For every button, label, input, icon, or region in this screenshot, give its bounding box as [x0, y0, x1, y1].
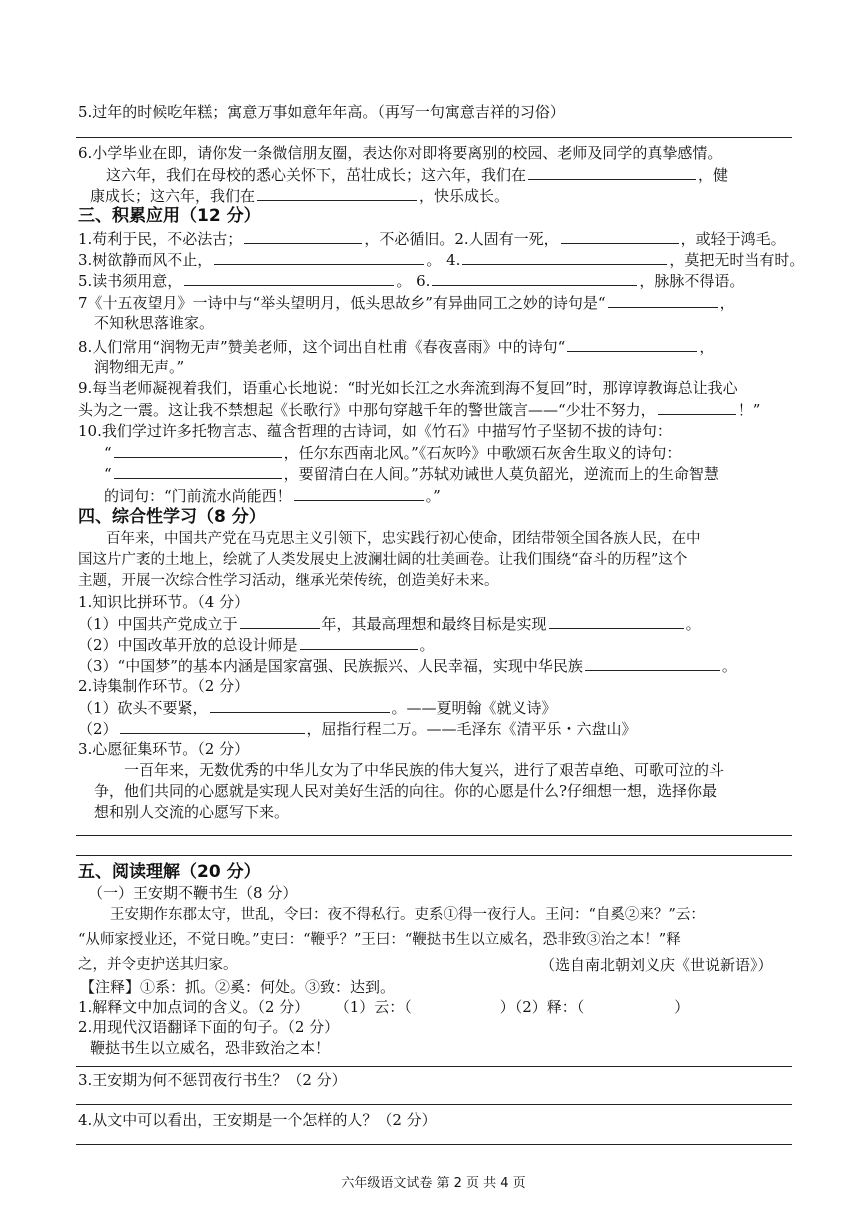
s3-line10: 10.我们学过许多托物言志、蕴含哲理的古诗词，如《竹石》中描写竹子坚韧不拔的诗句：	[78, 422, 672, 440]
answer-blank[interactable]	[658, 399, 736, 415]
answer-blank[interactable]	[294, 485, 424, 501]
s4-q1-item3: （3）“中国梦”的基本内涵是国家富强、民族振兴、人民幸福，实现中华民族 。	[78, 657, 737, 675]
s5-question-1: 1.解释文中加点词的含义。（2 分） （1）云：（ ）（2）释：（ ）	[78, 998, 690, 1016]
s3-line13: 的词句：“门前流水尚能西！ 。”	[104, 487, 441, 505]
s5-source: （选自南北朝刘义庆《世说新语》）	[540, 956, 773, 974]
s5-question-3: 3.王安期为何不惩罚夜行书生？（2 分）	[78, 1071, 347, 1089]
s4-question-2: 2.诗集制作环节。（2 分）	[78, 677, 250, 695]
s4-q3-para-3: 想和别人交流的心愿写下来。	[94, 803, 290, 821]
s4-q3-para-1: 一百年来，无数优秀的中华儿女为了中华民族的伟大复兴，进行了艰苦卓绝、可歌可泣的斗	[124, 761, 725, 779]
answer-blank[interactable]	[214, 249, 424, 265]
s4-q1-item1: （1）中国共产党成立于 年，其最高理想和最终目标是实现 。	[78, 615, 701, 633]
s5-text-3: 之，并令吏护送其归家。	[78, 957, 238, 973]
answer-blank[interactable]	[561, 228, 679, 244]
answer-blank[interactable]	[244, 228, 362, 244]
s3-line3: 5.读书须用意， 。 6. ，脉脉不得语。	[78, 272, 745, 290]
s4-question-3: 3.心愿征集环节。（2 分）	[78, 740, 250, 758]
s3-line1: 1.苟利于民，不必法古； ，不必循旧。2.人固有一死， ，或轻于鸿毛。	[78, 230, 786, 248]
answer-blank[interactable]	[549, 613, 684, 629]
answer-line	[76, 137, 792, 138]
answer-blank[interactable]	[300, 634, 418, 650]
answer-blank[interactable]	[114, 463, 282, 479]
s5-subtitle: （一）王安期不鞭书生（8 分）	[88, 884, 298, 902]
question-6: 6.小学毕业在即，请你发一条微信朋友圈，表达你对即将要离别的校园、老师及同学的真挚感情。	[78, 144, 723, 162]
s5-text-1: 王安期作东郡太守，世乱，令曰：夜不得私行。吏系①得一夜行人。王问：“自奚②来？”云：	[110, 907, 705, 923]
s4-q2-item1: （1）砍头不要紧， 。——夏明翰《就义诗》	[78, 699, 557, 717]
s4-paragraph-3: 主题，开展一次综合性学习活动，继承光荣传统，创造美好未来。	[78, 573, 499, 589]
s3-line11: “ ，任尔东西南北风。”《石灰吟》中歌颂石灰舍生取义的诗句：	[104, 444, 682, 462]
s4-question-1: 1.知识比拼环节。（4 分）	[78, 593, 250, 611]
answer-line[interactable]	[76, 835, 792, 836]
s3-line9: 头为之一震。这让我不禁想起《长歌行》中那句穿越千年的警世箴言——“少壮不努力， ！”	[78, 401, 761, 419]
s3-line12: “ ，要留清白在人间。”苏轼劝诫世人莫负韶光，逆流而上的生命智慧	[104, 465, 719, 483]
page-footer: 六年级语文试卷 第 2 页 共 4 页	[341, 1176, 526, 1191]
answer-blank[interactable]	[210, 697, 390, 713]
s4-q3-para-2: 争，他们共同的心愿就是实现人民对美好生活的向往。你的心愿是什么?仔细想一想，选择你最	[94, 782, 718, 800]
answer-blank[interactable]	[585, 655, 720, 671]
answer-line[interactable]	[76, 1104, 792, 1105]
s3-line6: 8.人们常用“润物无声”赞美老师，这个词出自杜甫《春夜喜雨》中的诗句“ ，	[78, 338, 715, 356]
question-6-line2: 康成长；这六年，我们在 ，快乐成长。	[90, 187, 510, 205]
question-6-line1: 这六年，我们在母校的悉心关怀下，茁壮成长；这六年，我们在 ，健	[106, 166, 729, 184]
s5-text-2: “从师家授业还，不觉日晚。”吏曰：“鞭乎？”王曰：“鞭挞书生以立威名，恐非致③治之本！”释	[78, 932, 681, 948]
s5-question-2: 2.用现代汉语翻译下面的句子。（2 分）	[78, 1018, 340, 1036]
s4-q2-item2: （2） ，屈指行程二万。——毛泽东《清平乐・六盘山》	[78, 720, 637, 738]
section-5-title: 五、阅读理解（20 分）	[78, 862, 261, 882]
answer-line[interactable]	[76, 855, 792, 856]
section-3-title: 三、积累应用（12 分）	[78, 206, 261, 226]
s3-line2: 3.树欲静而风不止， 。 4. ，莫把无时当有时。	[78, 251, 805, 269]
answer-blank[interactable]	[528, 164, 696, 180]
s5-question-4: 4.从文中可以看出，王安期是一个怎样的人？（2 分）	[78, 1111, 437, 1129]
answer-blank[interactable]	[184, 270, 394, 286]
s3-line7: 润物细无声。”	[94, 358, 185, 376]
answer-blank[interactable]	[240, 613, 320, 629]
answer-line[interactable]	[76, 1066, 792, 1067]
s4-paragraph-2: 国这片广袤的土地上，绘就了人类发展史上波澜壮阔的壮美画卷。让我们围绕“奋斗的历程”这个	[78, 552, 688, 568]
question-5: 5.过年的时候吃年糕；寓意万事如意年年高。（再写一句寓意吉祥的习俗）	[78, 103, 565, 121]
s3-line8: 9.每当老师凝视着我们，语重心长地说：“时光如长江之水奔流到海不复回”时，那谆谆教诲总让我心	[78, 379, 738, 397]
s5-notes: 【注释】①系：抓。②奚：何处。③致：达到。	[80, 978, 396, 996]
answer-blank[interactable]	[257, 185, 417, 201]
section-4-title: 四、综合性学习（8 分）	[78, 507, 266, 527]
s5-q2-sentence: 鞭挞书生以立威名，恐非致治之本！	[90, 1039, 331, 1057]
s3-line5: 不知秋思落谁家。	[94, 314, 215, 332]
answer-blank[interactable]	[567, 336, 697, 352]
s3-line4: 7《十五夜望月》一诗中与“举头望明月，低头思故乡”有异曲同工之妙的诗句是“ ，	[78, 294, 735, 312]
answer-blank[interactable]	[114, 442, 282, 458]
answer-blank[interactable]	[120, 718, 305, 734]
answer-blank[interactable]	[608, 292, 718, 308]
answer-blank[interactable]	[432, 270, 637, 286]
answer-blank[interactable]	[462, 249, 667, 265]
s4-paragraph-1: 百年来，中国共产党在马克思主义引领下，忠实践行初心使命，团结带领全国各族人民，在中	[106, 531, 701, 547]
answer-line[interactable]	[76, 1144, 792, 1145]
s4-q1-item2: （2）中国改革开放的总设计师是 。	[78, 636, 435, 654]
